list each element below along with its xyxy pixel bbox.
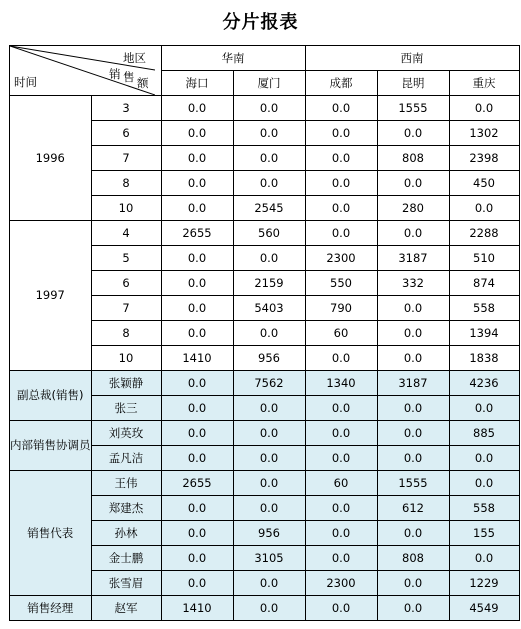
value-cell: 1229 [449,571,519,596]
value-cell: 1394 [449,321,519,346]
role-label: 销售经理 [10,596,92,621]
role-label: 销售代表 [10,471,92,596]
value-cell: 0.0 [377,321,449,346]
person-name: 孙林 [91,521,161,546]
value-cell: 0.0 [161,371,233,396]
value-cell: 4549 [449,596,519,621]
month-row [10,96,520,121]
value-cell: 0.0 [161,496,233,521]
value-cell: 2288 [449,221,519,246]
value-cell: 0.0 [233,496,305,521]
value-cell: 0.0 [233,446,305,471]
value-cell: 0.0 [449,546,519,571]
value-cell: 0.0 [449,396,519,421]
value-cell: 2300 [305,246,377,271]
value-cell: 0.0 [233,471,305,496]
value-cell: 0.0 [233,96,305,121]
value-cell: 0.0 [161,321,233,346]
month-label: 6 [91,121,161,146]
value-cell: 2655 [161,471,233,496]
corner-time-label: 时间 [14,75,37,89]
region-header-southwest: 西南 [305,46,519,71]
value-cell: 1838 [449,346,519,371]
value-cell: 558 [449,496,519,521]
value-cell: 0.0 [161,571,233,596]
value-cell: 1302 [449,121,519,146]
value-cell: 155 [449,521,519,546]
person-row [10,371,520,396]
value-cell: 0.0 [377,446,449,471]
value-cell: 612 [377,496,449,521]
value-cell: 1555 [377,96,449,121]
value-cell: 560 [233,221,305,246]
value-cell: 0.0 [305,546,377,571]
year-label: 1996 [10,96,92,221]
month-label: 10 [91,346,161,371]
person-row [10,471,520,496]
value-cell: 0.0 [305,346,377,371]
value-cell: 7562 [233,371,305,396]
value-cell: 874 [449,271,519,296]
value-cell: 0.0 [305,121,377,146]
person-name: 郑建杰 [91,496,161,521]
value-cell: 0.0 [305,221,377,246]
value-cell: 0.0 [161,296,233,321]
value-cell: 808 [377,546,449,571]
value-cell: 0.0 [305,196,377,221]
value-cell: 558 [449,296,519,321]
value-cell: 0.0 [449,471,519,496]
person-name: 张颖静 [91,371,161,396]
value-cell: 2655 [161,221,233,246]
value-cell: 0.0 [233,321,305,346]
month-label: 8 [91,171,161,196]
value-cell: 0.0 [233,171,305,196]
value-cell: 1410 [161,346,233,371]
month-label: 5 [91,246,161,271]
value-cell: 0.0 [305,171,377,196]
person-row [10,421,520,446]
value-cell: 332 [377,271,449,296]
person-name: 张雪眉 [91,571,161,596]
value-cell: 0.0 [161,96,233,121]
value-cell: 0.0 [377,596,449,621]
header-row-regions [10,46,520,71]
person-name: 王伟 [91,471,161,496]
value-cell: 0.0 [377,121,449,146]
value-cell: 0.0 [161,196,233,221]
value-cell: 0.0 [449,446,519,471]
value-cell: 2300 [305,571,377,596]
value-cell: 956 [233,346,305,371]
person-name: 孟凡洁 [91,446,161,471]
month-row [10,221,520,246]
value-cell: 3105 [233,546,305,571]
value-cell: 0.0 [233,246,305,271]
value-cell: 280 [377,196,449,221]
corner-sales-label-2: 售 [123,70,135,84]
corner-sales-label-1: 销 [109,67,121,81]
value-cell: 0.0 [377,521,449,546]
report-title: 分片报表 [222,12,299,33]
person-row [10,596,520,621]
corner-sales-label-3: 额 [137,76,149,90]
value-cell: 1410 [161,596,233,621]
value-cell: 0.0 [161,146,233,171]
person-name: 金士鹏 [91,546,161,571]
value-cell: 0.0 [161,521,233,546]
value-cell: 0.0 [305,421,377,446]
value-cell: 0.0 [233,596,305,621]
value-cell: 0.0 [377,421,449,446]
value-cell: 0.0 [305,396,377,421]
value-cell: 0.0 [161,121,233,146]
value-cell: 0.0 [305,146,377,171]
value-cell: 0.0 [161,421,233,446]
value-cell: 0.0 [449,196,519,221]
month-label: 3 [91,96,161,121]
value-cell: 808 [377,146,449,171]
value-cell: 0.0 [377,396,449,421]
value-cell: 1340 [305,371,377,396]
value-cell: 0.0 [161,446,233,471]
person-name: 刘英玫 [91,421,161,446]
value-cell: 1555 [377,471,449,496]
value-cell: 0.0 [377,296,449,321]
year-label: 1997 [10,221,92,371]
value-cell: 790 [305,296,377,321]
value-cell: 3187 [377,246,449,271]
value-cell: 2545 [233,196,305,221]
value-cell: 0.0 [161,171,233,196]
value-cell: 885 [449,421,519,446]
month-label: 7 [91,296,161,321]
role-label: 内部销售协调员 [10,421,92,471]
value-cell: 0.0 [305,596,377,621]
month-label: 7 [91,146,161,171]
value-cell: 3187 [377,371,449,396]
value-cell: 0.0 [305,521,377,546]
value-cell: 5403 [233,296,305,321]
header-corner-cell [10,46,162,96]
value-cell: 0.0 [449,96,519,121]
value-cell: 0.0 [161,271,233,296]
value-cell: 0.0 [161,396,233,421]
value-cell: 2159 [233,271,305,296]
value-cell: 0.0 [233,121,305,146]
value-cell: 0.0 [233,396,305,421]
value-cell: 0.0 [377,171,449,196]
report-table [9,45,520,621]
value-cell: 0.0 [377,346,449,371]
value-cell: 0.0 [161,246,233,271]
value-cell: 510 [449,246,519,271]
city-header-chengdu: 成都 [305,71,377,96]
value-cell: 0.0 [305,496,377,521]
value-cell: 60 [305,471,377,496]
city-header-kunming: 昆明 [377,71,449,96]
role-label: 副总裁(销售) [10,371,92,421]
value-cell: 60 [305,321,377,346]
city-header-haikou: 海口 [161,71,233,96]
value-cell: 0.0 [233,571,305,596]
value-cell: 4236 [449,371,519,396]
value-cell: 0.0 [377,221,449,246]
value-cell: 0.0 [305,446,377,471]
person-name: 张三 [91,396,161,421]
city-header-chongqing: 重庆 [449,71,519,96]
person-name: 赵军 [91,596,161,621]
value-cell: 0.0 [161,546,233,571]
value-cell: 956 [233,521,305,546]
value-cell: 450 [449,171,519,196]
month-label: 10 [91,196,161,221]
city-header-xiamen: 厦门 [233,71,305,96]
month-label: 4 [91,221,161,246]
value-cell: 0.0 [305,96,377,121]
value-cell: 0.0 [233,146,305,171]
month-label: 8 [91,321,161,346]
value-cell: 0.0 [233,421,305,446]
month-label: 6 [91,271,161,296]
value-cell: 550 [305,271,377,296]
corner-region-label: 地区 [123,51,146,65]
value-cell: 2398 [449,146,519,171]
value-cell: 0.0 [377,571,449,596]
region-header-south-china: 华南 [161,46,305,71]
